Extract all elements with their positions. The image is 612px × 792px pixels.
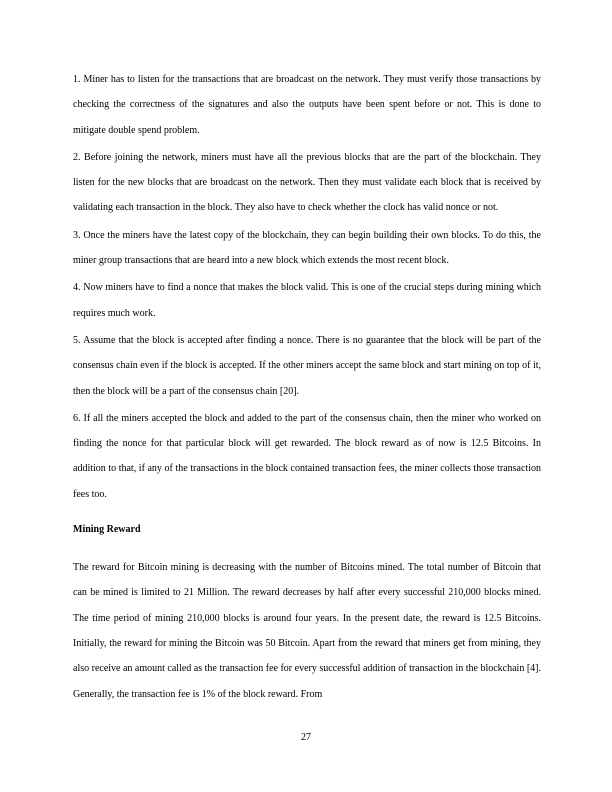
paragraph-step-2: 2. Before joining the network, miners must have all the previous blocks that are the part of the blockchain. They listen for the new blocks that are broadcast on the network. Then they must validate each block that is received by validating each transaction in the block. They also have to check whether the clock has valid nonce or not. xyxy=(73,151,541,214)
paragraph-step-5: 5. Assume that the block is accepted after finding a nonce. There is no guarantee that the block will be part of the consensus chain even if the block is accepted. If the other miners accept the same block and start mining on top of it, then the block will be a part of the consensus chain [20]. xyxy=(73,334,541,397)
page-body xyxy=(73,67,541,709)
section-heading: Mining Reward xyxy=(73,524,141,536)
paragraph-step-1: 1. Miner has to listen for the transactions that are broadcast on the network. They must verify those transactions by checking the correctness of the signatures and also the outputs have been spent before or not. This is done to mitigate double spend problem. xyxy=(73,74,541,136)
page-number: 27 xyxy=(301,732,311,743)
paragraph-step-4: 4. Now miners have to find a nonce that makes the block valid. This is one of the crucial steps during mining which requires much work. xyxy=(73,282,541,319)
paragraph-step-3: 3. Once the miners have the latest copy of the blockchain, they can begin building their own blocks. To do this, the miner group transactions that are heard into a new block which extends the most recent block. xyxy=(73,229,541,267)
paragraph-mining-reward: The reward for Bitcoin mining is decreasing with the number of Bitcoins mined. The total number of Bitcoin that can be mined is limited to 21 Million. The reward decreases by half after every successful 210,000 blocks mined. The time period of mining 210,000 blocks is around four years. In the present date, the reward is 12.5 Bitcoins. Initially, the reward for mining the Bitcoin was 50 Bitcoin. Apart from the reward that miners get from mining, they also receive an amount called as the transaction fee for every successful addition of transaction in the blockchain [4]. Generally, the transaction fee is 1% of the block reward. From xyxy=(73,562,541,700)
paragraph-step-6: 6. If all the miners accepted the block and added to the part of the consensus chain, then the miner who worked on finding the nonce for that particular block will get rewarded. The block reward as of now is 12.5 Bitcoins. In addition to that, if any of the transactions in the block contained transaction fees, the miner collects those transaction fees too. xyxy=(73,412,541,500)
